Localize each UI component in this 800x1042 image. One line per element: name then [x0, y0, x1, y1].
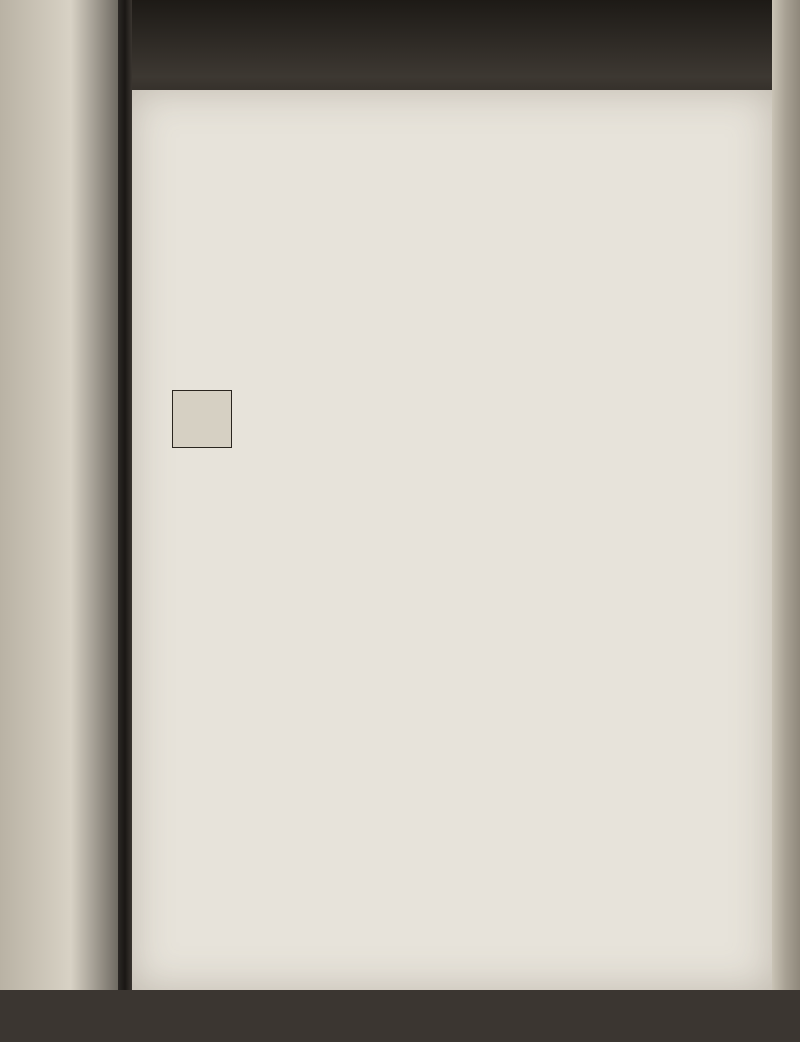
ornamental-rule — [188, 336, 674, 350]
page-edge — [772, 0, 800, 1042]
book-page — [132, 90, 772, 990]
drop-cap-initial — [172, 390, 232, 448]
photo-bottom-shadow — [0, 990, 800, 1042]
facing-page-fragment — [0, 0, 118, 1042]
book-gutter — [118, 0, 132, 1042]
running-header — [132, 96, 772, 120]
